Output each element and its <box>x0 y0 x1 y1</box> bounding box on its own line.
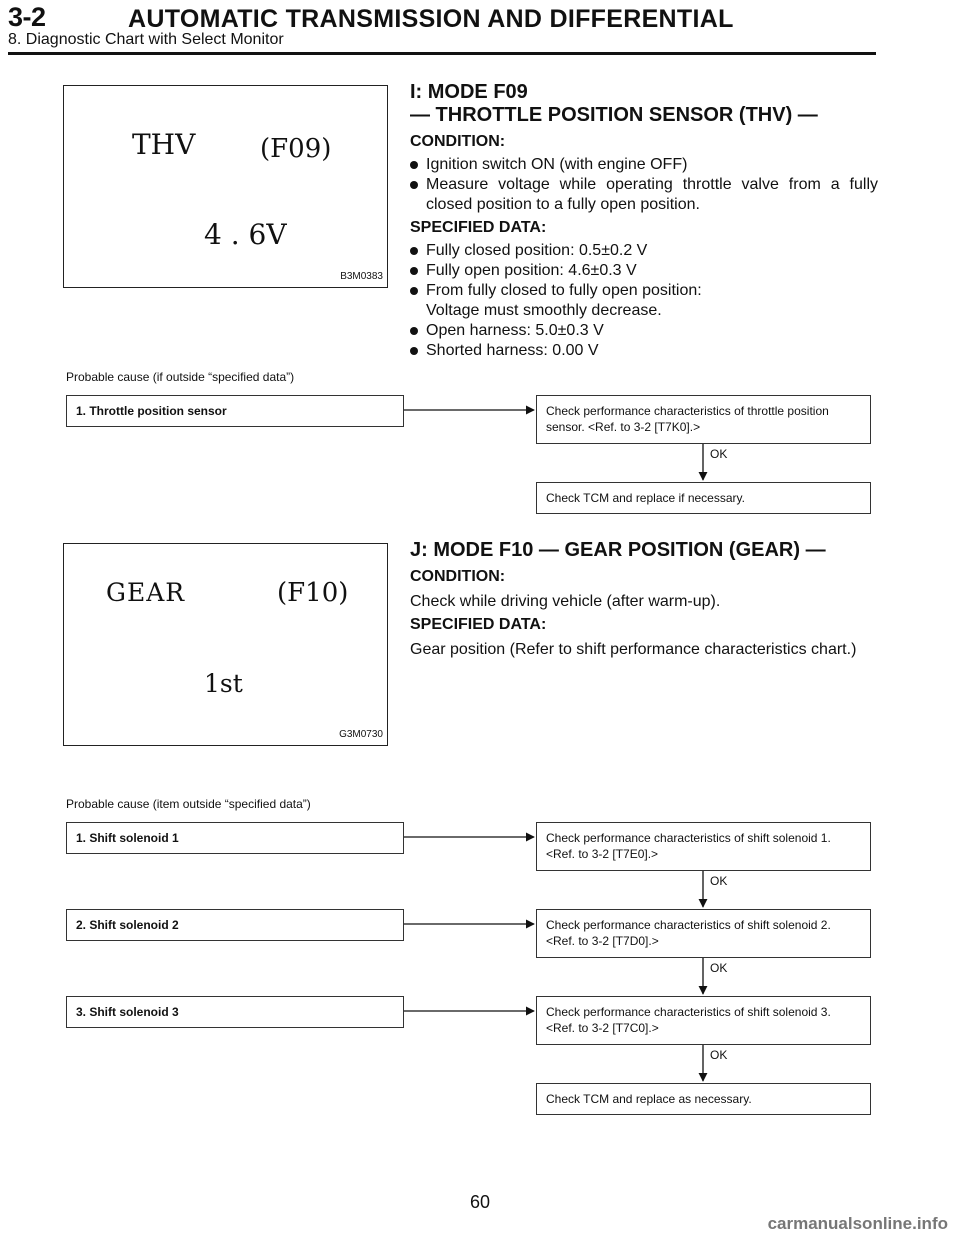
f10-check-box-3: Check performance characteristics of shift solenoid 3. <Ref. to 3-2 [T7C0].> <box>536 996 871 1045</box>
f09-specified-list <box>410 241 878 361</box>
f10-final-check-box: Check TCM and replace as necessary. <box>536 1083 871 1115</box>
f09-figure-label: THV <box>132 128 196 161</box>
f10-specified-label: SPECIFIED DATA: <box>410 616 547 633</box>
watermark: carmanualsonline.info <box>767 1214 948 1233</box>
f09-figure-code: B3M0383 <box>340 271 383 282</box>
f09-cause-box-1: 1. Throttle position sensor <box>66 395 404 427</box>
f10-probable-cause: Probable cause (item outside “specified data”) <box>66 797 311 811</box>
f10-check-box-2: Check performance characteristics of shift solenoid 2. <Ref. to 3-2 [T7D0].> <box>536 909 871 958</box>
f10-figure-value: 1st <box>204 669 243 698</box>
f10-condition-label: CONDITION: <box>410 568 506 585</box>
f09-condition-list <box>410 155 878 215</box>
f10-title: J: MODE F10 — GEAR POSITION (GEAR) — <box>410 539 826 561</box>
f10-check-box-1: Check performance characteristics of shift solenoid 1. <Ref. to 3-2 [T7E0].> <box>536 822 871 871</box>
list-item: Ignition switch ON (with engine OFF) <box>410 155 878 175</box>
f10-specified-text: Gear position (Refer to shift performance characteristics chart.) <box>410 641 857 658</box>
f09-condition-label: CONDITION: <box>410 133 506 150</box>
f09-title-line2: — THROTTLE POSITION SENSOR (THV) — <box>410 104 818 126</box>
f09-specified-label: SPECIFIED DATA: <box>410 219 547 236</box>
f09-figure-value: 4 . 6V <box>204 218 287 251</box>
f09-probable-cause: Probable cause (if outside “specified data”) <box>66 370 295 384</box>
f10-cause-box-3: 3. Shift solenoid 3 <box>66 996 404 1028</box>
header-rule <box>8 52 876 55</box>
f10-cause-box-1: 1. Shift solenoid 1 <box>66 822 404 854</box>
f10-monitor-figure <box>63 543 388 746</box>
f10-cause-box-2: 2. Shift solenoid 2 <box>66 909 404 941</box>
f10-figure-code: G3M0730 <box>339 729 383 740</box>
page-subtitle: 8. Diagnostic Chart with Select Monitor <box>8 31 284 48</box>
list-item: Fully open position: 4.6±0.3 V <box>410 261 878 281</box>
page-title: AUTOMATIC TRANSMISSION AND DIFFERENTIAL <box>128 5 734 33</box>
f09-final-check-box: Check TCM and replace if necessary. <box>536 482 871 514</box>
f10-figure-label: GEAR <box>106 578 186 607</box>
f09-monitor-figure <box>63 85 388 288</box>
list-item: Shorted harness: 0.00 V <box>410 341 878 361</box>
f09-ok-label: OK <box>710 447 728 461</box>
f10-ok-label-2: OK <box>710 961 728 975</box>
f09-figure-mode: (F09) <box>260 134 332 164</box>
f10-ok-label-3: OK <box>710 1048 728 1062</box>
section-number: 3-2 <box>8 2 46 32</box>
list-item-note: Voltage must smoothly decrease. <box>426 302 662 319</box>
list-item: Open harness: 5.0±0.3 V <box>410 321 878 341</box>
list-item: Fully closed position: 0.5±0.2 V <box>410 241 878 261</box>
page-number: 60 <box>469 1192 491 1212</box>
f10-condition-text: Check while driving vehicle (after warm-up). <box>410 593 721 610</box>
list-item: Measure voltage while operating throttle valve from a fully closed position to a fully open position. <box>410 175 878 215</box>
f10-ok-label-1: OK <box>710 874 728 888</box>
list-item: From fully closed to fully open position: <box>410 281 878 301</box>
f10-figure-mode: (F10) <box>277 578 349 608</box>
f09-check-box-1: Check performance characteristics of throttle position sensor. <Ref. to 3-2 [T7K0].> <box>536 395 871 444</box>
f09-title-line1: I: MODE F09 <box>410 81 528 103</box>
